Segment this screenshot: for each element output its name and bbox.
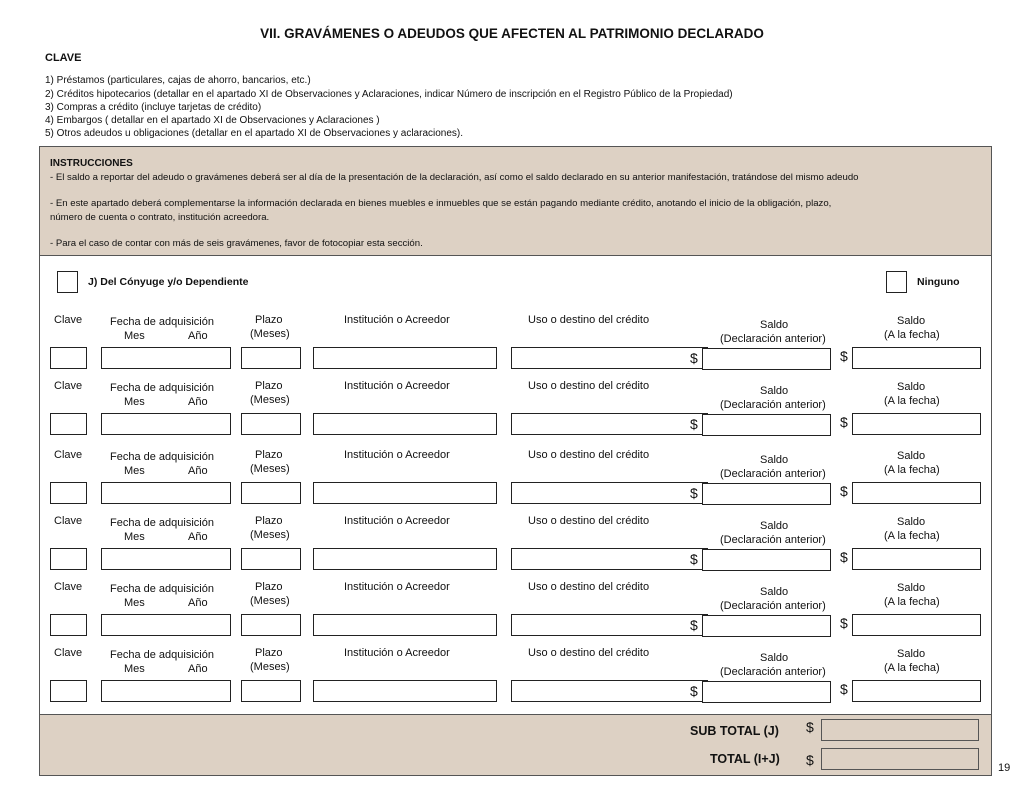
saldo-header: Saldo (897, 381, 926, 393)
mes-header: Mes (124, 465, 145, 477)
instruction-line: - En este apartado deberá complementarse la información declarada en bienes muebles e inmuebles que se están pagando mediante crédito, anotando el inicio de la obligación, plazo, (50, 198, 832, 209)
institucion-field[interactable] (313, 680, 497, 702)
anio-header: Año (188, 396, 208, 408)
anio-header: Año (188, 330, 208, 342)
meses-header: (Meses) (250, 463, 290, 475)
meses-header: (Meses) (250, 394, 290, 406)
meses-header: (Meses) (250, 595, 290, 607)
plazo-header: Plazo (255, 449, 283, 461)
saldo-anterior-header: (Declaración anterior) (720, 666, 826, 678)
saldo-fecha-currency: $ (840, 681, 848, 697)
instruction-line: - Para el caso de contar con más de seis gravámenes, favor de fotocopiar esta sección. (50, 238, 423, 249)
saldo-fecha-header: (A la fecha) (884, 464, 940, 476)
saldo-fecha-field[interactable] (852, 347, 981, 369)
uso-field[interactable] (511, 482, 708, 504)
subtotal-label: SUB TOTAL (J) (690, 724, 779, 738)
saldo-fecha-header: (A la fecha) (884, 596, 940, 608)
saldo-header: Saldo (760, 586, 789, 598)
clave-field[interactable] (50, 347, 87, 369)
institucion-header: Institución o Acreedor (344, 380, 450, 392)
uso-header: Uso o destino del crédito (528, 581, 650, 593)
clave-field[interactable] (50, 680, 87, 702)
clave-field[interactable] (50, 482, 87, 504)
fecha-header: Fecha de adquisición (110, 451, 214, 463)
fecha-field[interactable] (101, 347, 231, 369)
institucion-header: Institución o Acreedor (344, 314, 450, 326)
uso-header: Uso o destino del crédito (528, 314, 650, 326)
mes-header: Mes (124, 531, 145, 543)
saldo-fecha-field[interactable] (852, 548, 981, 570)
plazo-field[interactable] (241, 614, 301, 636)
institucion-header: Institución o Acreedor (344, 581, 450, 593)
saldo-anterior-currency: $ (690, 416, 698, 432)
saldo-anterior-field[interactable] (702, 549, 831, 571)
clave-item: 1) Préstamos (particulares, cajas de ahorro, bancarios, etc.) (45, 75, 311, 86)
instructions-title: INSTRUCCIONES (50, 158, 133, 169)
mes-header: Mes (124, 396, 145, 408)
saldo-fecha-currency: $ (840, 549, 848, 565)
saldo-header: Saldo (760, 454, 789, 466)
uso-field[interactable] (511, 614, 708, 636)
plazo-header: Plazo (255, 647, 283, 659)
saldo-anterior-header: (Declaración anterior) (720, 600, 826, 612)
institucion-field[interactable] (313, 347, 497, 369)
subtotal-field[interactable] (821, 719, 979, 741)
saldo-anterior-header: (Declaración anterior) (720, 534, 826, 546)
saldo-anterior-currency: $ (690, 485, 698, 501)
mes-header: Mes (124, 597, 145, 609)
mes-header: Mes (124, 663, 145, 675)
institucion-field[interactable] (313, 482, 497, 504)
institucion-field[interactable] (313, 413, 497, 435)
saldo-fecha-field[interactable] (852, 680, 981, 702)
plazo-header: Plazo (255, 314, 283, 326)
plazo-field[interactable] (241, 482, 301, 504)
anio-header: Año (188, 465, 208, 477)
saldo-anterior-field[interactable] (702, 615, 831, 637)
plazo-field[interactable] (241, 548, 301, 570)
fecha-header: Fecha de adquisición (110, 649, 214, 661)
saldo-header: Saldo (897, 450, 926, 462)
saldo-header: Saldo (760, 319, 789, 331)
uso-header: Uso o destino del crédito (528, 647, 650, 659)
institucion-header: Institución o Acreedor (344, 647, 450, 659)
saldo-fecha-field[interactable] (852, 413, 981, 435)
plazo-header: Plazo (255, 515, 283, 527)
clave-field[interactable] (50, 548, 87, 570)
saldo-header: Saldo (760, 385, 789, 397)
institucion-header: Institución o Acreedor (344, 449, 450, 461)
conyuge-label: J) Del Cónyuge y/o Dependiente (88, 276, 249, 288)
saldo-anterior-header: (Declaración anterior) (720, 333, 826, 345)
anio-header: Año (188, 597, 208, 609)
page-number: 19 (998, 762, 1011, 774)
saldo-anterior-currency: $ (690, 617, 698, 633)
clave-field[interactable] (50, 413, 87, 435)
clave-item: 3) Compras a crédito (incluye tarjetas de crédito) (45, 102, 262, 113)
anio-header: Año (188, 531, 208, 543)
clave-field[interactable] (50, 614, 87, 636)
clave-header: Clave (54, 380, 83, 392)
total-currency: $ (806, 752, 814, 768)
fecha-field[interactable] (101, 413, 231, 435)
saldo-anterior-field[interactable] (702, 681, 831, 703)
institucion-field[interactable] (313, 548, 497, 570)
section-title: VII. GRAVÁMENES O ADEUDOS QUE AFECTEN AL PATRIMONIO DECLARADO (260, 26, 764, 41)
clave-header: Clave (54, 515, 83, 527)
meses-header: (Meses) (250, 328, 290, 340)
plazo-field[interactable] (241, 413, 301, 435)
subtotal-currency: $ (806, 719, 814, 735)
institucion-header: Institución o Acreedor (344, 515, 450, 527)
saldo-fecha-currency: $ (840, 414, 848, 430)
mes-header: Mes (124, 330, 145, 342)
saldo-fecha-currency: $ (840, 348, 848, 364)
fecha-field[interactable] (101, 614, 231, 636)
uso-header: Uso o destino del crédito (528, 449, 650, 461)
instruction-line: - El saldo a reportar del adeudo o gravámenes deberá ser al día de la presentación de la declaración, así como el saldo declarado en su anterior manifestación, tratándose del mismo adeudo (50, 172, 859, 183)
anio-header: Año (188, 663, 208, 675)
uso-field[interactable] (511, 347, 708, 369)
plazo-field[interactable] (241, 347, 301, 369)
saldo-fecha-header: (A la fecha) (884, 395, 940, 407)
saldo-header: Saldo (897, 516, 926, 528)
clave-header: Clave (54, 581, 83, 593)
saldo-header: Saldo (897, 648, 926, 660)
plazo-header: Plazo (255, 581, 283, 593)
total-field[interactable] (821, 748, 979, 770)
fecha-field[interactable] (101, 680, 231, 702)
saldo-anterior-currency: $ (690, 350, 698, 366)
fecha-header: Fecha de adquisición (110, 583, 214, 595)
institucion-field[interactable] (313, 614, 497, 636)
saldo-header: Saldo (760, 652, 789, 664)
meses-header: (Meses) (250, 661, 290, 673)
fecha-header: Fecha de adquisición (110, 316, 214, 328)
saldo-header: Saldo (897, 315, 926, 327)
ninguno-label: Ninguno (917, 276, 960, 288)
saldo-fecha-header: (A la fecha) (884, 662, 940, 674)
clave-item: 5) Otros adeudos u obligaciones (detallar en el apartado XI de Observaciones y aclaraciones). (45, 128, 464, 139)
uso-field[interactable] (511, 680, 708, 702)
meses-header: (Meses) (250, 529, 290, 541)
saldo-anterior-field[interactable] (702, 483, 831, 505)
saldo-fecha-currency: $ (840, 615, 848, 631)
total-label: TOTAL (I+J) (710, 752, 780, 766)
saldo-fecha-field[interactable] (852, 482, 981, 504)
clave-header: Clave (54, 647, 83, 659)
conyuge-checkbox[interactable] (57, 271, 78, 293)
fecha-field[interactable] (101, 548, 231, 570)
saldo-fecha-currency: $ (840, 483, 848, 499)
saldo-anterior-currency: $ (690, 683, 698, 699)
saldo-fecha-header: (A la fecha) (884, 329, 940, 341)
saldo-header: Saldo (897, 582, 926, 594)
saldo-anterior-header: (Declaración anterior) (720, 468, 826, 480)
uso-header: Uso o destino del crédito (528, 380, 650, 392)
uso-header: Uso o destino del crédito (528, 515, 650, 527)
saldo-header: Saldo (760, 520, 789, 532)
clave-header: Clave (54, 314, 83, 326)
saldo-anterior-currency: $ (690, 551, 698, 567)
saldo-anterior-field[interactable] (702, 348, 831, 370)
ninguno-checkbox[interactable] (886, 271, 907, 293)
plazo-header: Plazo (255, 380, 283, 392)
plazo-field[interactable] (241, 680, 301, 702)
saldo-fecha-field[interactable] (852, 614, 981, 636)
clave-heading: CLAVE (45, 52, 82, 64)
uso-field[interactable] (511, 413, 708, 435)
uso-field[interactable] (511, 548, 708, 570)
fecha-header: Fecha de adquisición (110, 382, 214, 394)
saldo-fecha-header: (A la fecha) (884, 530, 940, 542)
clave-item: 2) Créditos hipotecarios (detallar en el apartado XI de Observaciones y Aclaraciones, indicar Número de inscripción en el Registro Público de la Propiedad) (45, 89, 733, 100)
instruction-line: número de cuenta o contrato, institución acreedora. (50, 212, 270, 223)
clave-header: Clave (54, 449, 83, 461)
saldo-anterior-header: (Declaración anterior) (720, 399, 826, 411)
saldo-anterior-field[interactable] (702, 414, 831, 436)
fecha-header: Fecha de adquisición (110, 517, 214, 529)
clave-item: 4) Embargos ( detallar en el apartado XI de Observaciones y Aclaraciones ) (45, 115, 380, 126)
fecha-field[interactable] (101, 482, 231, 504)
